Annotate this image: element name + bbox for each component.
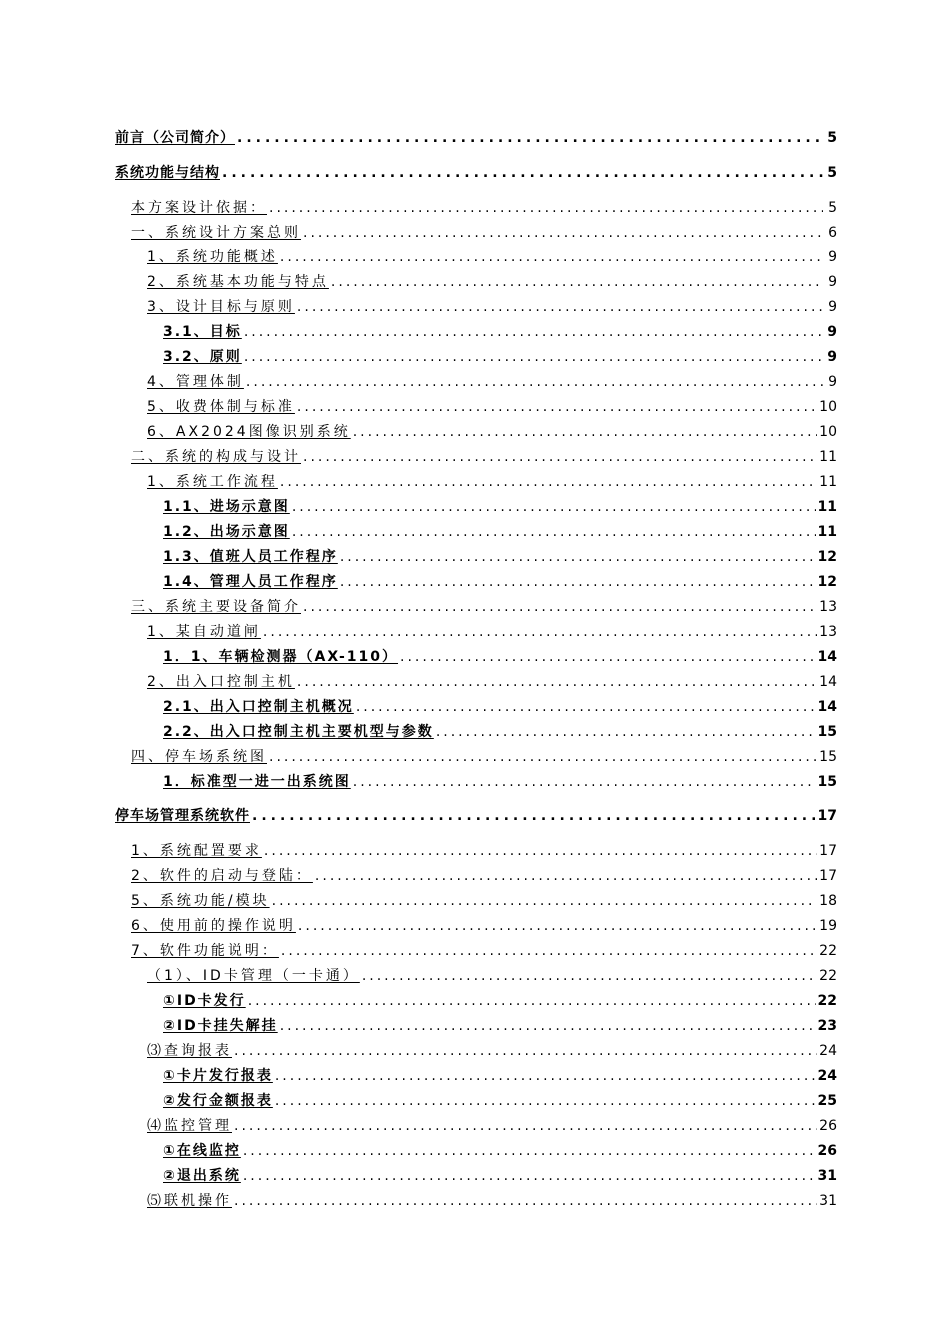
dot-leader — [275, 1067, 816, 1085]
toc-entry-page: 14 — [817, 699, 837, 715]
toc-entry-page: 13 — [819, 599, 837, 615]
dot-leader — [356, 698, 816, 716]
toc-entry-title: 3.2、原则 — [163, 349, 242, 365]
toc-entry-title: 5、系统功能/模块 — [131, 893, 270, 909]
toc-entry[interactable] — [163, 569, 837, 591]
toc-entry-page: 15 — [817, 774, 837, 790]
toc-entry-title: （1）、ID卡管理（一卡通） — [147, 968, 360, 984]
toc-entry-page: 24 — [819, 1043, 837, 1059]
dot-leader — [315, 867, 817, 885]
toc-entry[interactable] — [163, 544, 837, 566]
dot-leader — [331, 273, 823, 291]
toc-entry-page: 24 — [817, 1068, 837, 1084]
toc-entry[interactable] — [131, 594, 837, 616]
toc-entry-title: 2.2、出入口控制主机主要机型与参数 — [163, 724, 434, 740]
toc-entry[interactable] — [163, 1163, 837, 1185]
toc-entry-title: ②发行金额报表 — [163, 1093, 273, 1109]
toc-entry-title: ②ID卡挂失解挂 — [163, 1018, 278, 1034]
toc-entry-page: 5 — [827, 165, 837, 181]
toc-entry-title: 1、系统配置要求 — [131, 843, 262, 859]
toc-entry-title: 四、停车场系统图 — [131, 749, 267, 765]
toc-entry-page: 26 — [817, 1143, 837, 1159]
toc-entry-title: 6、使用前的操作说明 — [131, 918, 296, 934]
toc-entry-page: 10 — [819, 424, 837, 440]
toc-entry-title: 1、系统功能概述 — [147, 249, 278, 265]
toc-entry-page: 9 — [828, 299, 837, 315]
toc-entry[interactable] — [163, 319, 837, 341]
toc-entry[interactable] — [131, 888, 837, 910]
dot-leader — [292, 523, 816, 541]
toc-entry-page: 14 — [817, 649, 837, 665]
toc-entry-title: 1．标准型一进一出系统图 — [163, 774, 351, 790]
toc-entry-page: 11 — [817, 524, 837, 540]
toc-entry-page: 15 — [817, 724, 837, 740]
toc-entry[interactable] — [147, 1038, 837, 1060]
toc-entry-page: 6 — [828, 225, 837, 241]
toc-entry-title: ⑶查询报表 — [147, 1043, 232, 1059]
toc-entry[interactable] — [131, 838, 837, 860]
toc-entry-page: 22 — [819, 968, 837, 984]
toc-entry[interactable] — [131, 220, 837, 242]
toc-entry-preface[interactable] — [115, 125, 837, 147]
dot-leader — [353, 423, 817, 441]
toc-entry[interactable] — [163, 1063, 837, 1085]
toc-entry[interactable] — [163, 1013, 837, 1035]
dot-leader — [280, 248, 823, 266]
toc-entry-title: 3、设计目标与原则 — [147, 299, 295, 315]
toc-entry-page: 11 — [819, 449, 837, 465]
dot-leader — [272, 892, 818, 910]
toc-entry-page: 18 — [819, 893, 837, 909]
toc-entry-page: 11 — [817, 499, 837, 515]
toc-entry[interactable] — [163, 769, 837, 791]
dot-leader — [303, 598, 817, 616]
toc-entry-title: ①在线监控 — [163, 1143, 241, 1159]
toc-entry-page: 9 — [827, 349, 837, 365]
toc-entry-title: 二、系统的构成与设计 — [131, 449, 301, 465]
toc-entry[interactable] — [163, 519, 837, 541]
toc-entry-title: 停车场管理系统软件 — [115, 808, 250, 824]
toc-entry-system-function[interactable] — [115, 160, 837, 182]
toc-entry[interactable] — [147, 419, 837, 441]
dot-leader — [303, 448, 817, 466]
toc-entry-page: 31 — [819, 1193, 837, 1209]
toc-entry-title: 1、某自动道闸 — [147, 624, 261, 640]
toc-entry-title: ①ID卡发行 — [163, 993, 246, 1009]
dot-leader — [297, 298, 823, 316]
toc-entry-page: 31 — [817, 1168, 837, 1184]
toc-entry-page: 9 — [828, 249, 837, 265]
dot-leader — [263, 623, 817, 641]
dot-leader — [234, 1192, 817, 1210]
toc-entry-page: 23 — [817, 1018, 837, 1034]
toc-entry[interactable] — [163, 694, 837, 716]
toc-entry-title: 三、系统主要设备简介 — [131, 599, 301, 615]
toc-entry[interactable] — [147, 294, 837, 316]
toc-entry[interactable] — [163, 1138, 837, 1160]
toc-entry-title: 1.1、进场示意图 — [163, 499, 290, 515]
dot-leader — [244, 323, 823, 341]
toc-entry-title: 2、出入口控制主机 — [147, 674, 295, 690]
dot-leader — [243, 1142, 816, 1160]
toc-entry[interactable] — [147, 369, 837, 391]
toc-entry-title: 4、管理体制 — [147, 374, 244, 390]
toc-entry-title: 5、收费体制与标准 — [147, 399, 295, 415]
toc-entry-title: 2、系统基本功能与特点 — [147, 274, 329, 290]
toc-entry-page: 22 — [819, 943, 837, 959]
toc-entry-page: 25 — [817, 1093, 837, 1109]
dot-leader — [243, 1167, 816, 1185]
toc-entry[interactable] — [147, 619, 837, 641]
toc-entry-parking-software[interactable] — [115, 803, 837, 825]
toc-entry[interactable] — [131, 195, 837, 217]
toc-entry-page: 13 — [819, 624, 837, 640]
dot-leader — [281, 942, 817, 960]
dot-leader — [264, 842, 817, 860]
dot-leader — [248, 992, 816, 1010]
toc-entry[interactable] — [131, 938, 837, 960]
dot-leader — [436, 723, 816, 741]
toc-entry-title: 系统功能与结构 — [115, 165, 220, 181]
toc-entry-page: 17 — [817, 808, 837, 824]
toc-entry-title: ⑷监控管理 — [147, 1118, 232, 1134]
dot-leader — [280, 473, 817, 491]
toc-entry-page: 10 — [819, 399, 837, 415]
toc-entry[interactable] — [163, 719, 837, 741]
toc-entry-page: 12 — [817, 549, 837, 565]
dot-leader — [246, 373, 823, 391]
dot-leader — [340, 548, 816, 566]
toc-entry[interactable] — [131, 444, 837, 466]
toc-entry-title: 7、软件功能说明： — [131, 943, 279, 959]
toc-entry[interactable] — [163, 344, 837, 366]
toc-entry[interactable] — [147, 269, 837, 291]
toc-entry-title: 3.1、目标 — [163, 324, 242, 340]
toc-entry[interactable] — [147, 1188, 837, 1210]
toc-entry[interactable] — [147, 1113, 837, 1135]
toc-entry[interactable] — [163, 1088, 837, 1110]
toc-entry-page: 5 — [827, 130, 837, 146]
dot-leader — [275, 1092, 816, 1110]
dot-leader — [292, 498, 816, 516]
toc-entry-title: 2.1、出入口控制主机概况 — [163, 699, 354, 715]
toc-entry-page: 26 — [819, 1118, 837, 1134]
toc-entry-page: 5 — [828, 200, 837, 216]
toc-entry[interactable] — [131, 913, 837, 935]
toc-entry[interactable] — [147, 394, 837, 416]
toc-entry[interactable] — [163, 494, 837, 516]
toc-entry[interactable] — [147, 963, 837, 985]
dot-leader — [297, 673, 817, 691]
dot-leader — [237, 129, 823, 147]
dot-leader — [353, 773, 816, 791]
dot-leader — [244, 348, 823, 366]
dot-leader — [297, 398, 817, 416]
dot-leader — [400, 648, 816, 666]
toc-entry-title: 1、系统工作流程 — [147, 474, 278, 490]
toc-entry-page: 19 — [819, 918, 837, 934]
toc-entry[interactable] — [131, 744, 837, 766]
toc-entry-page: 17 — [819, 843, 837, 859]
dot-leader — [222, 164, 823, 182]
toc-entry-title: 1.4、管理人员工作程序 — [163, 574, 338, 590]
toc-entry-page: 17 — [819, 868, 837, 884]
dot-leader — [234, 1117, 817, 1135]
toc-entry[interactable] — [163, 988, 837, 1010]
toc-entry-title: ⑸联机操作 — [147, 1193, 232, 1209]
toc-entry-page: 14 — [819, 674, 837, 690]
dot-leader — [303, 224, 823, 242]
toc-entry-title: 2、软件的启动与登陆： — [131, 868, 313, 884]
toc-entry-title: ②退出系统 — [163, 1168, 241, 1184]
toc-entry-page: 11 — [819, 474, 837, 490]
toc-entry-page: 12 — [817, 574, 837, 590]
toc-entry-title: 本方案设计依据： — [131, 200, 267, 216]
toc-entry-page: 9 — [827, 324, 837, 340]
dot-leader — [362, 967, 817, 985]
toc-entry-title: 1．1、车辆检测器（AX-110） — [163, 649, 399, 665]
toc-entry-title: 6、AX2024图像识别系统 — [147, 424, 351, 440]
toc-entry[interactable] — [131, 863, 837, 885]
toc-entry-title: ①卡片发行报表 — [163, 1068, 273, 1084]
toc-entry-title: 1.3、值班人员工作程序 — [163, 549, 338, 565]
toc-entry-page: 9 — [828, 274, 837, 290]
dot-leader — [269, 748, 817, 766]
dot-leader — [252, 807, 816, 825]
dot-leader — [234, 1042, 817, 1060]
toc-entry-page: 15 — [819, 749, 837, 765]
toc-entry-title: 一、系统设计方案总则 — [131, 225, 301, 241]
toc-entry-page: 22 — [817, 993, 837, 1009]
toc-entry-title: 1.2、出场示意图 — [163, 524, 290, 540]
toc-entry-page: 9 — [828, 374, 837, 390]
toc-entry[interactable] — [147, 244, 837, 266]
toc-entry[interactable] — [147, 469, 837, 491]
toc-entry[interactable] — [147, 669, 837, 691]
toc-entry[interactable] — [163, 644, 837, 666]
dot-leader — [340, 573, 816, 591]
toc-entry-title: 前言（公司简介） — [115, 130, 235, 146]
dot-leader — [269, 199, 823, 217]
dot-leader — [280, 1017, 816, 1035]
dot-leader — [298, 917, 817, 935]
